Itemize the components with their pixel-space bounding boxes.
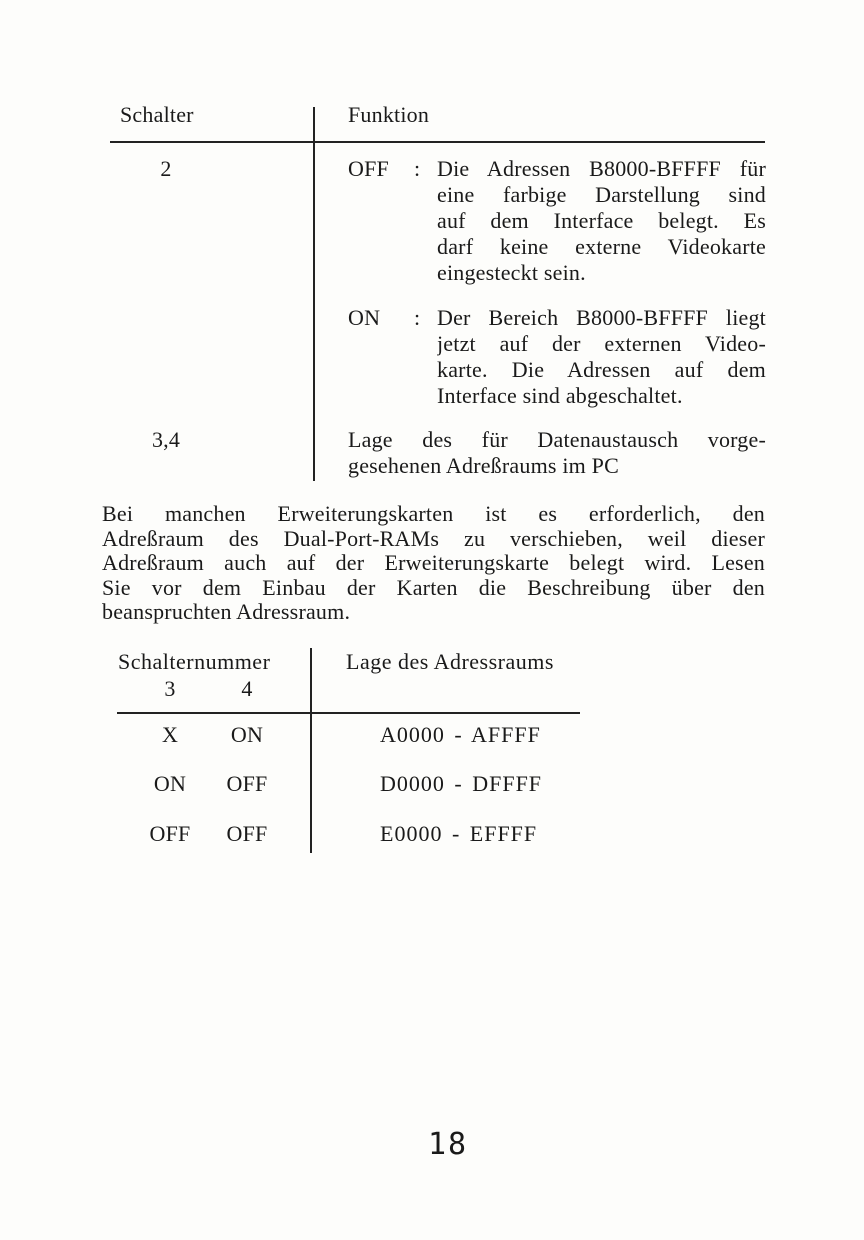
table2-subheader-4: 4 <box>241 676 253 701</box>
table1-header-funktion: Funktion <box>348 102 430 127</box>
table1-header-rule <box>110 141 765 143</box>
on-label: ON <box>348 305 381 330</box>
off-description: Die Adressen B8000-BFFFF für eine farbige Darstellung sind auf dem Interface belegt. Es darf keine externe Videokarte eingesteckt sein. <box>437 156 766 285</box>
page-number: 18 <box>427 1127 469 1162</box>
switch3-state: X <box>161 722 179 747</box>
table2-header-lage: Lage des Adressraums <box>346 649 554 674</box>
off-state-label <box>348 156 420 182</box>
switch4-state: ON <box>230 722 264 747</box>
switch4-state: OFF <box>226 821 268 846</box>
switch3-state: ON <box>153 771 187 796</box>
table2-header-rule <box>117 712 580 714</box>
switch-number: 2 <box>160 156 172 181</box>
off-label: OFF <box>348 156 389 181</box>
off-colon: : <box>414 156 421 181</box>
address-range: A0000 - AFFFF <box>380 722 541 747</box>
switch-number: 3,4 <box>151 427 181 452</box>
on-colon: : <box>414 305 421 330</box>
switch4-state: OFF <box>226 771 268 796</box>
table2-column-divider <box>310 648 312 853</box>
table1-header-schalter: Schalter <box>120 102 194 127</box>
body-paragraph: Bei manchen Erweiterungskarten ist es erforderlich, den Adreßraum des Dual-Port-RAMs zu verschieben, weil dieser Adreßraum auch auf der Erweiterungskarte belegt wird. Lesen Sie vor dem Einbau der Karten die Beschreibung über den beanspruchten Adressraum. <box>102 502 765 625</box>
switch34-description: Lage des für Datenaustausch vorge- gesehenen Adreßraums im PC <box>348 427 766 478</box>
table2-subheader-3: 3 <box>164 676 176 701</box>
on-state-label <box>348 305 420 331</box>
address-range: D0000 - DFFFF <box>380 771 543 796</box>
address-range: E0000 - EFFFF <box>380 821 538 846</box>
switch3-state: OFF <box>149 821 191 846</box>
table2-header-schalternummer: Schalternummer <box>118 649 271 674</box>
on-description: Der Bereich B8000-BFFFF liegt jetzt auf der externen Video- karte. Die Adressen auf dem Interface sind abgeschaltet. <box>437 305 766 408</box>
table1-column-divider <box>313 107 315 481</box>
